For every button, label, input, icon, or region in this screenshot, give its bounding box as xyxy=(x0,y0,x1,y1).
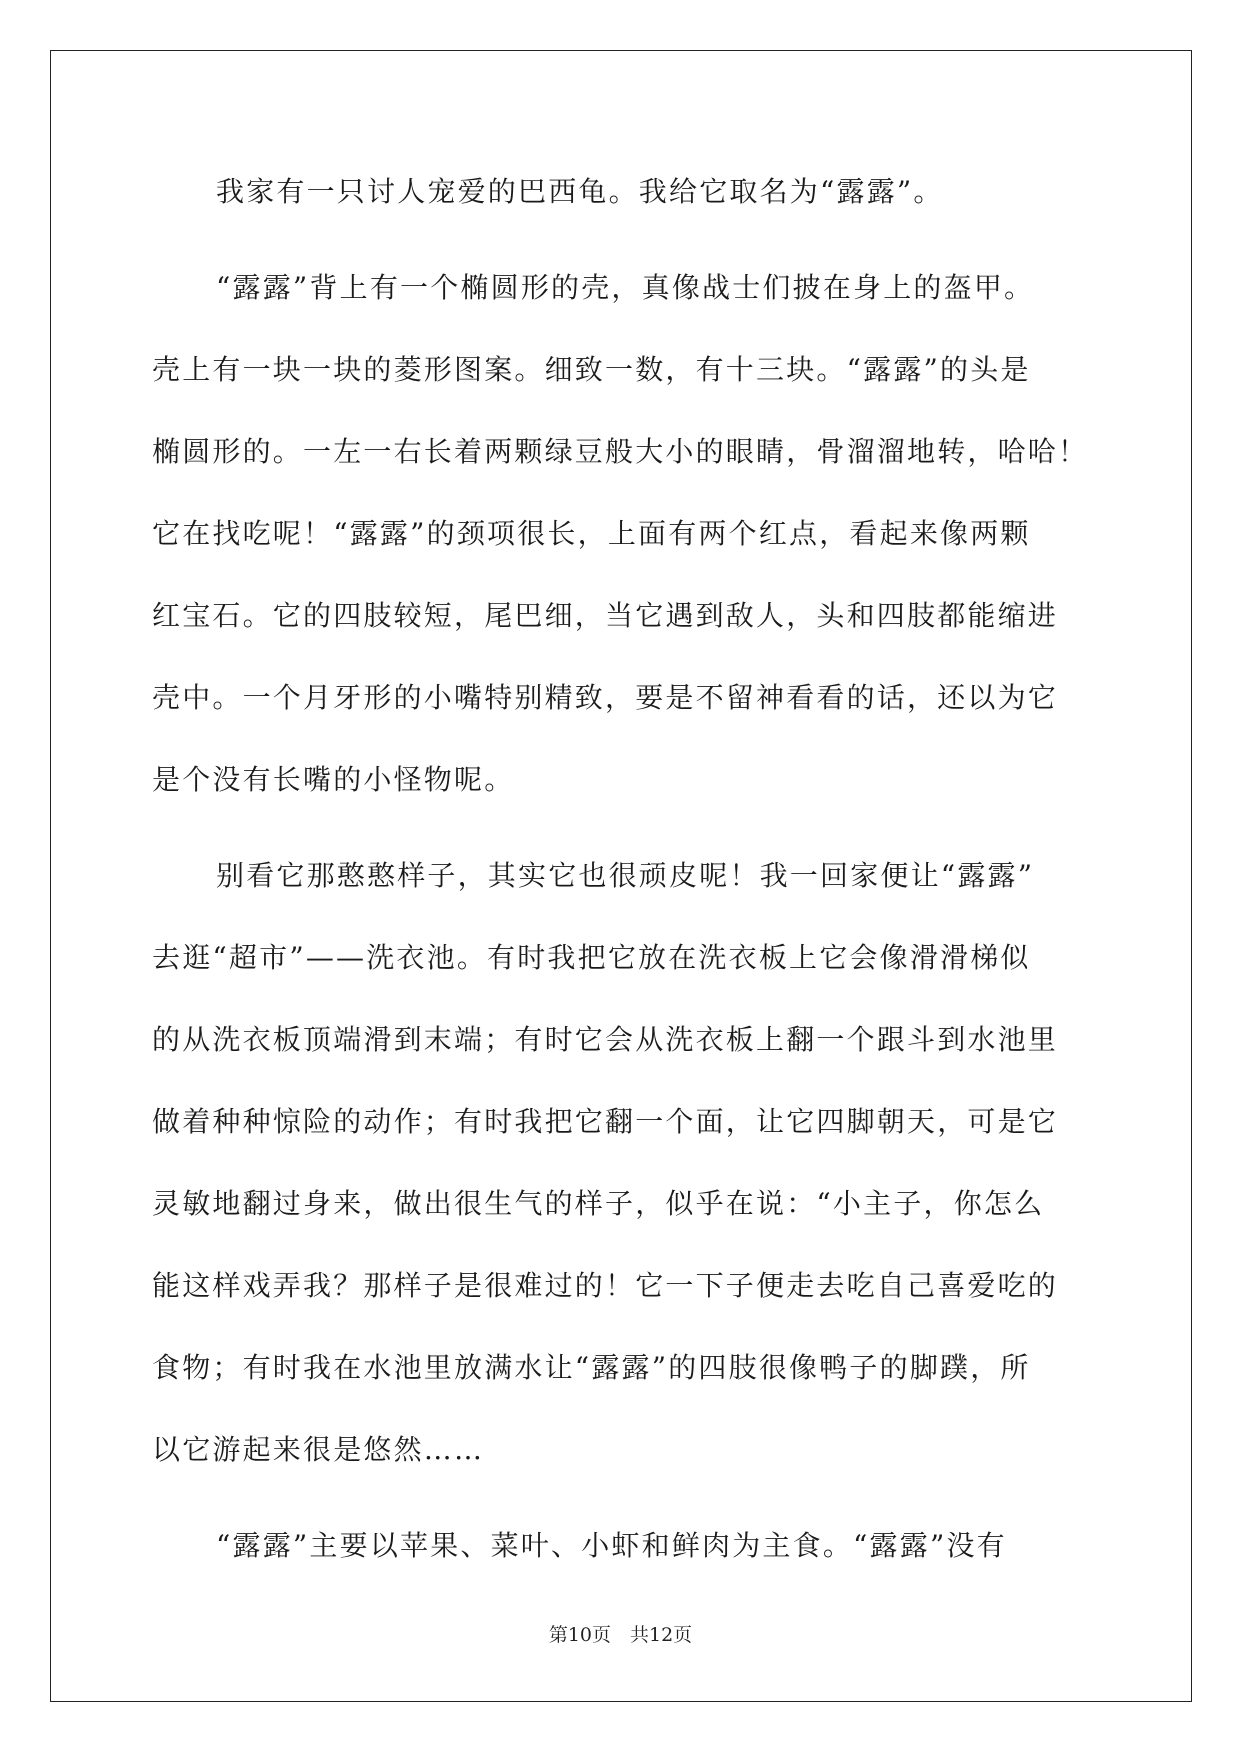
text-line: “露露”主要以苹果、菜叶、小虾和鲜肉为主食。“露露”没有 xyxy=(216,1529,1007,1562)
text-line: 的从洗衣板顶端滑到末端；有时它会从洗衣板上翻一个跟斗到水池里 xyxy=(152,1023,1059,1056)
text-line: 做着种种惊险的动作；有时我把它翻一个面，让它四脚朝天，可是它 xyxy=(152,1105,1059,1138)
text-line: “露露”背上有一个椭圆形的壳，真像战士们披在身上的盔甲。 xyxy=(216,271,1035,304)
text-line: 能这样戏弄我？那样子是很难过的！它一下子便走去吃自己喜爱吃的 xyxy=(152,1269,1059,1302)
text-line: 壳中。一个月牙形的小嘴特别精致，要是不留神看看的话，还以为它 xyxy=(152,681,1059,714)
page-number: 第10页 共12页 xyxy=(548,1624,693,1646)
text-line: 食物；有时我在水池里放满水让“露露”的四肢很像鸭子的脚蹼，所 xyxy=(152,1351,1031,1384)
text-line: 以它游起来很是悠然…… xyxy=(152,1433,485,1466)
text-line: 去逛“超市”——洗衣池。有时我把它放在洗衣板上它会像滑滑梯似 xyxy=(152,941,1031,974)
text-line: 灵敏地翻过身来，做出很生气的样子，似乎在说：“小主子，你怎么 xyxy=(152,1187,1045,1220)
text-line: 是个没有长嘴的小怪物呢。 xyxy=(152,763,515,796)
text-line: 我家有一只讨人宠爱的巴西龟。我给它取名为“露露”。 xyxy=(216,175,944,208)
document-body xyxy=(152,158,1092,1594)
text-line: 壳上有一块一块的菱形图案。细致一数，有十三块。“露露”的头是 xyxy=(152,353,1031,386)
text-line: 椭圆形的。一左一右长着两颗绿豆般大小的眼睛，骨溜溜地转，哈哈！ xyxy=(152,435,1089,468)
text-line: 别看它那憨憨样子，其实它也很顽皮呢！我一回家便让“露露” xyxy=(216,859,1035,892)
text-line: 它在找吃呢！“露露”的颈项很长，上面有两个红点，看起来像两颗 xyxy=(152,517,1031,550)
text-line: 红宝石。它的四肢较短，尾巴细，当它遇到敌人，头和四肢都能缩进 xyxy=(152,599,1059,632)
